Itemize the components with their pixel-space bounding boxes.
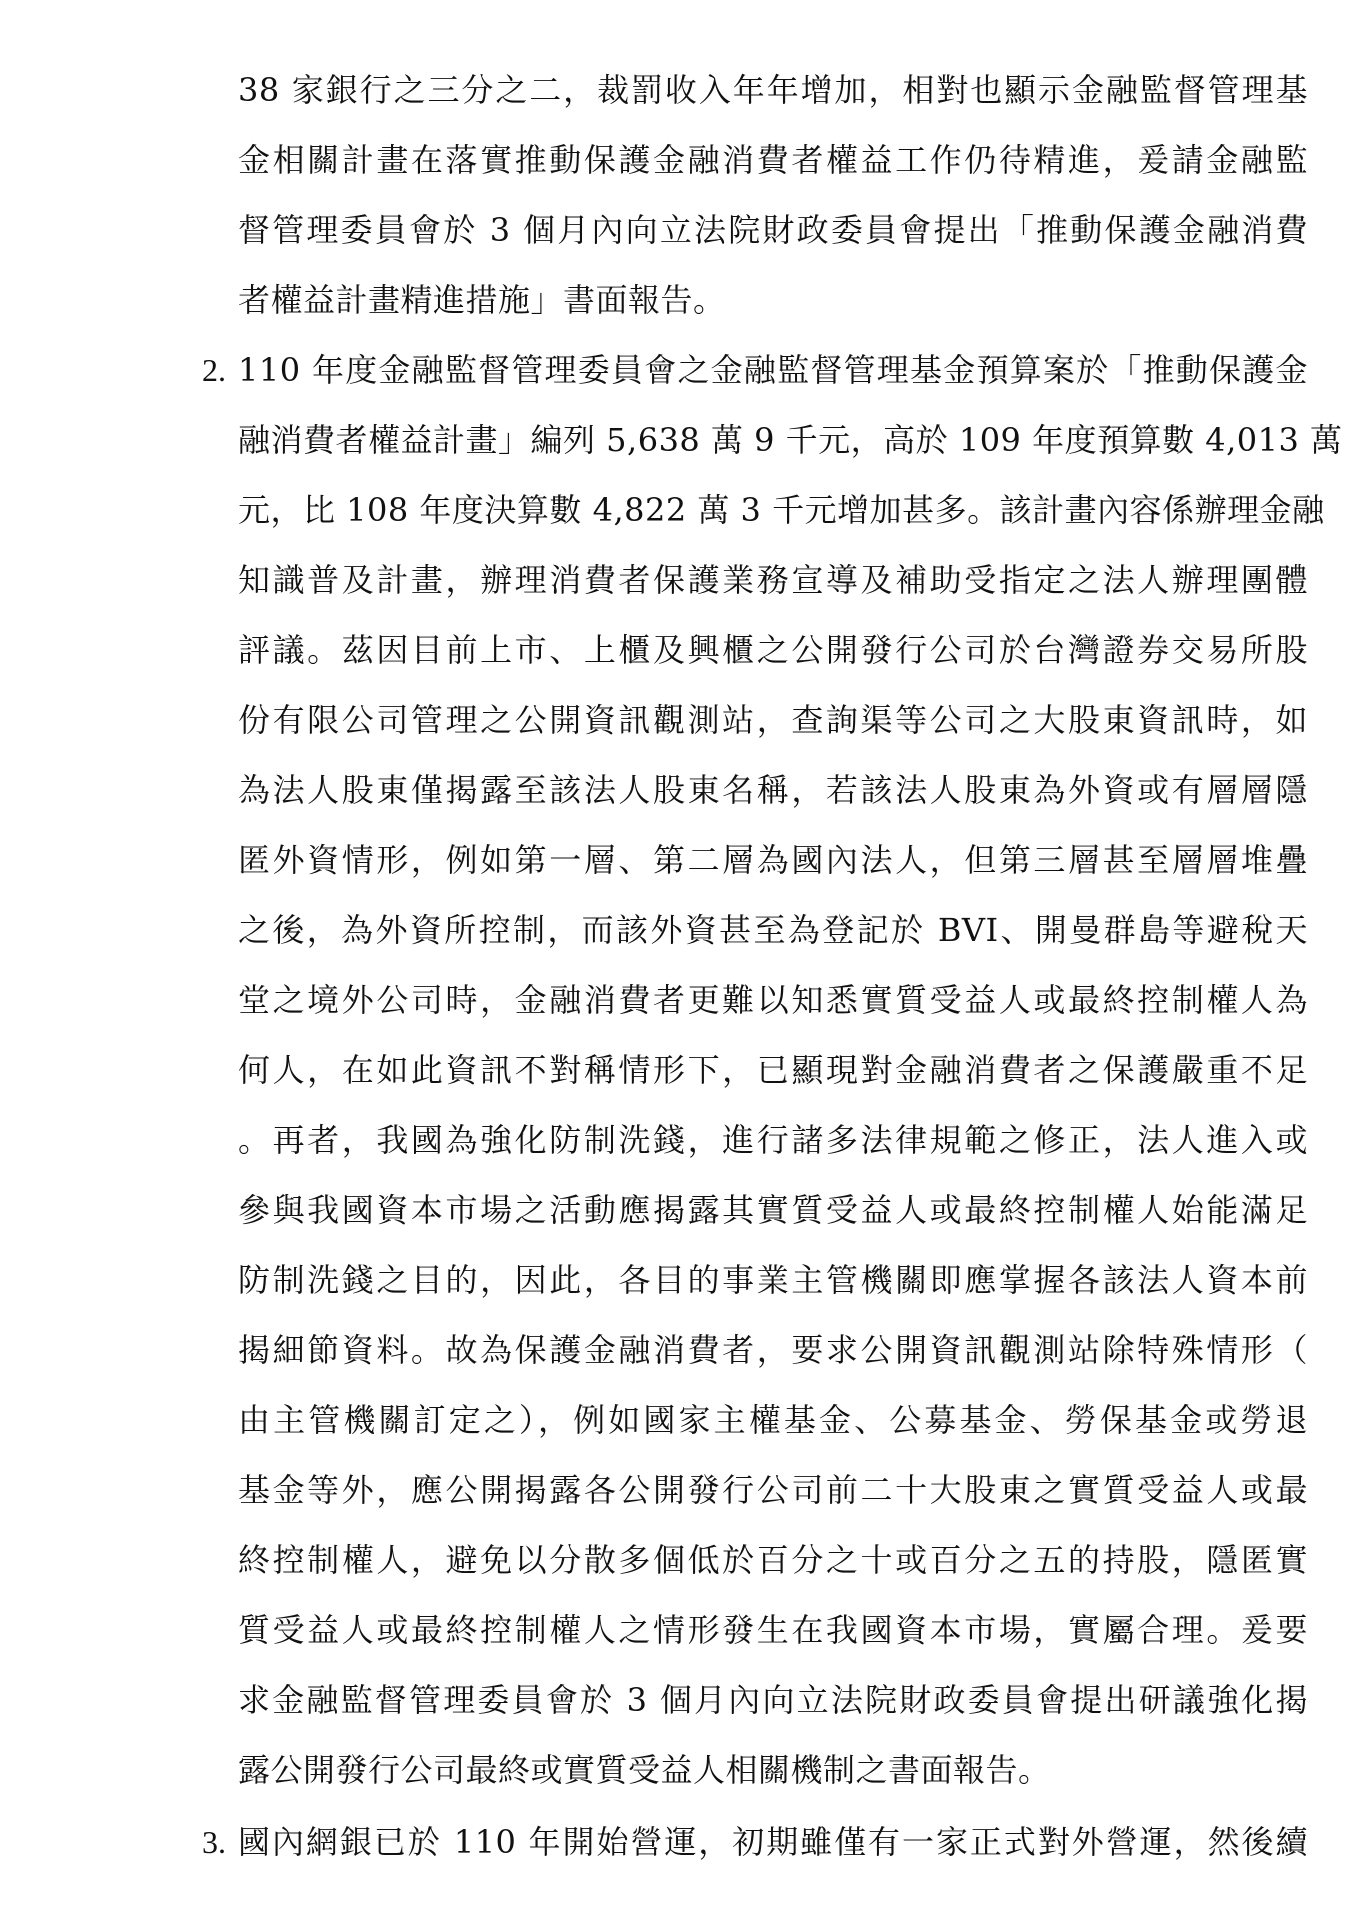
text-line: 國內網銀已於 110 年開始營運，初期雖僅有一家正式對外營運，然後續: [238, 1823, 1308, 1861]
text-line: 質受益人或最終控制權人之情形發生在我國資本市場，實屬合理。爰要: [238, 1611, 1308, 1649]
text-line: 元，比 108 年度決算數 4,822 萬 3 千元增加甚多。該計畫內容係辦理金融: [238, 491, 1325, 529]
text-line: 。再者，我國為強化防制洗錢，進行諸多法律規範之修正，法人進入或: [238, 1121, 1308, 1159]
text-line: 匿外資情形，例如第一層、第二層為國內法人，但第三層甚至層層堆疊: [238, 841, 1308, 879]
text-line: 揭細節資料。故為保護金融消費者，要求公開資訊觀測站除特殊情形（: [238, 1331, 1308, 1369]
text-line: 堂之境外公司時，金融消費者更難以知悉實質受益人或最終控制權人為: [238, 981, 1308, 1019]
text-line: 38 家銀行之三分之二，裁罰收入年年增加，相對也顯示金融監督管理基: [238, 71, 1308, 109]
text-line: 110 年度金融監督管理委員會之金融監督管理基金預算案於「推動保護金: [238, 351, 1308, 389]
text-line: 金相關計畫在落實推動保護金融消費者權益工作仍待精進，爰請金融監: [238, 141, 1308, 179]
text-line: 為法人股東僅揭露至該法人股東名稱，若該法人股東為外資或有層層隱: [238, 771, 1308, 809]
list-item-number: 3.: [202, 1824, 226, 1860]
text-line: 基金等外，應公開揭露各公開發行公司前二十大股東之實質受益人或最: [238, 1471, 1308, 1509]
text-line: 由主管機關訂定之），例如國家主權基金、公募基金、勞保基金或勞退: [238, 1401, 1308, 1439]
text-line: 融消費者權益計畫」編列 5,638 萬 9 千元，高於 109 年度預算數 4,013 萬: [238, 421, 1343, 459]
text-line: 之後，為外資所控制，而該外資甚至為登記於 BVI、開曼群島等避稅天: [238, 911, 1308, 949]
text-line: 者權益計畫精進措施」書面報告。: [238, 281, 726, 319]
text-line: 督管理委員會於 3 個月內向立法院財政委員會提出「推動保護金融消費: [238, 211, 1308, 249]
text-line: 求金融監督管理委員會於 3 個月內向立法院財政委員會提出研議強化揭: [238, 1681, 1308, 1719]
text-line: 參與我國資本市場之活動應揭露其實質受益人或最終控制權人始能滿足: [238, 1191, 1308, 1229]
text-line: 何人，在如此資訊不對稱情形下，已顯現對金融消費者之保護嚴重不足: [238, 1051, 1308, 1089]
text-line: 評議。茲因目前上市、上櫃及興櫃之公開發行公司於台灣證券交易所股: [238, 631, 1308, 669]
text-line: 知識普及計畫，辦理消費者保護業務宣導及補助受指定之法人辦理團體: [238, 561, 1308, 599]
text-line: 露公開發行公司最終或實質受益人相關機制之書面報告。: [238, 1751, 1051, 1789]
list-item-number: 2.: [202, 352, 226, 388]
text-line: 防制洗錢之目的，因此，各目的事業主管機關即應掌握各該法人資本前: [238, 1261, 1308, 1299]
text-line: 終控制權人，避免以分散多個低於百分之十或百分之五的持股，隱匿實: [238, 1541, 1308, 1579]
text-line: 份有限公司管理之公開資訊觀測站，查詢渠等公司之大股東資訊時，如: [238, 701, 1308, 739]
